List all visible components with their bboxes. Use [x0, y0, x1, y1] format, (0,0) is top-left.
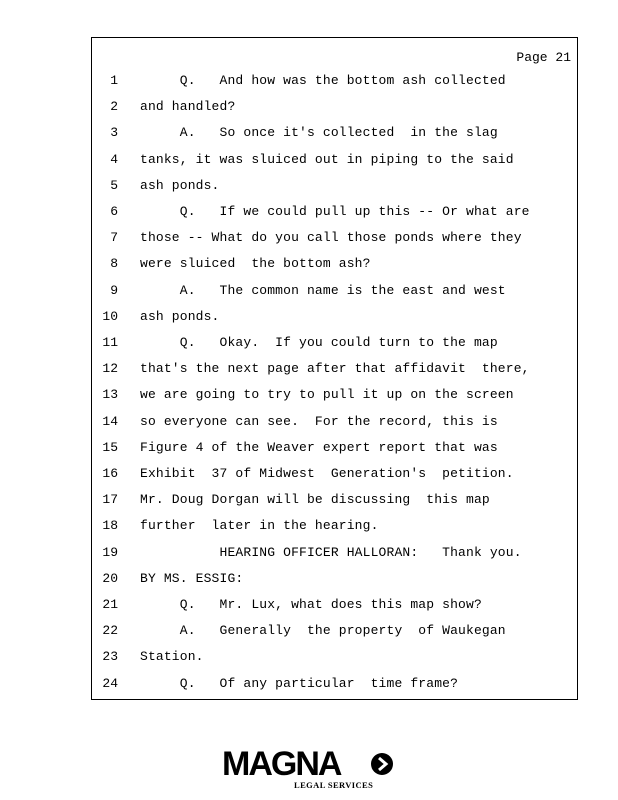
line-number: 11: [102, 335, 118, 350]
line-number: 12: [102, 361, 118, 377]
transcript-line: [92, 438, 577, 458]
line-text: Q. If we could pull up this -- Or what are: [140, 204, 530, 219]
logo-wordmark: MAGNA: [222, 745, 341, 783]
line-text: tanks, it was sluiced out in piping to the said: [140, 151, 514, 167]
line-text: Q. And how was the bottom ash collected: [140, 73, 506, 88]
line-number: 10: [102, 308, 118, 324]
line-number: 6: [110, 204, 118, 219]
line-text: we are going to try to pull it up on the screen: [140, 387, 514, 403]
transcript-line: [92, 150, 577, 170]
line-number: 15: [102, 439, 118, 455]
transcript-line: [92, 490, 577, 510]
line-text: A. Generally the property of Waukegan: [140, 623, 506, 639]
line-number: 16: [102, 466, 118, 481]
transcript-line: [92, 543, 577, 563]
line-text: further later in the hearing.: [140, 518, 379, 534]
transcript-line: [92, 202, 577, 222]
line-number: 23: [102, 649, 118, 665]
transcript-line: [92, 176, 577, 196]
transcript-line: [92, 621, 577, 641]
line-text: ash ponds.: [140, 308, 220, 324]
transcript-line: [92, 569, 577, 589]
page-number: Page 21: [516, 50, 571, 65]
line-text: and handled?: [140, 99, 236, 115]
line-number: 21: [102, 597, 118, 612]
line-text: that's the next page after that affidavit there,: [140, 361, 530, 377]
line-number: 8: [110, 256, 118, 272]
line-number: 18: [102, 518, 118, 534]
line-text: ash ponds.: [140, 177, 220, 193]
line-text: Mr. Doug Dorgan will be discussing this map: [140, 492, 490, 508]
magna-logo: [222, 746, 398, 796]
transcript-line: [92, 228, 577, 248]
line-text: Q. Of any particular time frame?: [140, 675, 459, 691]
line-number: 7: [110, 230, 118, 246]
line-number: 9: [110, 282, 118, 298]
line-number: 19: [102, 544, 118, 560]
line-text: Q. Okay. If you could turn to the map: [140, 335, 498, 350]
logo-subtext: LEGAL SERVICES: [294, 780, 374, 790]
line-number: 24: [102, 675, 118, 691]
line-number: 5: [110, 177, 118, 193]
line-number: 22: [102, 623, 118, 639]
transcript-line: [92, 464, 577, 484]
line-text: A. The common name is the east and west: [140, 282, 506, 298]
line-number: 3: [110, 125, 118, 141]
line-text: A. So once it's collected in the slag: [140, 125, 498, 141]
transcript-line: [92, 647, 577, 667]
line-text: HEARING OFFICER HALLORAN: Thank you.: [140, 544, 522, 560]
line-number: 13: [102, 387, 118, 403]
line-text: Figure 4 of the Weaver expert report that was: [140, 439, 498, 455]
line-text: Station.: [140, 649, 204, 665]
line-number: 2: [110, 99, 118, 115]
transcript-line: [92, 595, 577, 615]
line-text: Q. Mr. Lux, what does this map show?: [140, 597, 482, 612]
transcript-line: [92, 385, 577, 405]
line-text: BY MS. ESSIG:: [140, 570, 244, 586]
transcript-line: [92, 359, 577, 379]
line-text: Exhibit 37 of Midwest Generation's petition.: [140, 466, 514, 481]
transcript-line: [92, 97, 577, 117]
transcript-line: [92, 516, 577, 536]
transcript-page: [91, 37, 578, 700]
transcript-line: [92, 254, 577, 274]
transcript-line: [92, 123, 577, 143]
line-number: 1: [110, 73, 118, 88]
line-number: 4: [110, 151, 118, 167]
line-number: 20: [102, 570, 118, 586]
line-number: 14: [102, 413, 118, 429]
line-text: were sluiced the bottom ash?: [140, 256, 371, 272]
line-text: so everyone can see. For the record, this is: [140, 413, 498, 429]
arrow-circle-icon: [370, 752, 394, 776]
transcript-line: [92, 674, 577, 694]
transcript-line: [92, 281, 577, 301]
transcript-line: [92, 307, 577, 327]
line-number: 17: [102, 492, 118, 508]
line-text: those -- What do you call those ponds where they: [140, 230, 522, 246]
transcript-line: [92, 71, 577, 91]
transcript-line: [92, 333, 577, 353]
transcript-line: [92, 412, 577, 432]
